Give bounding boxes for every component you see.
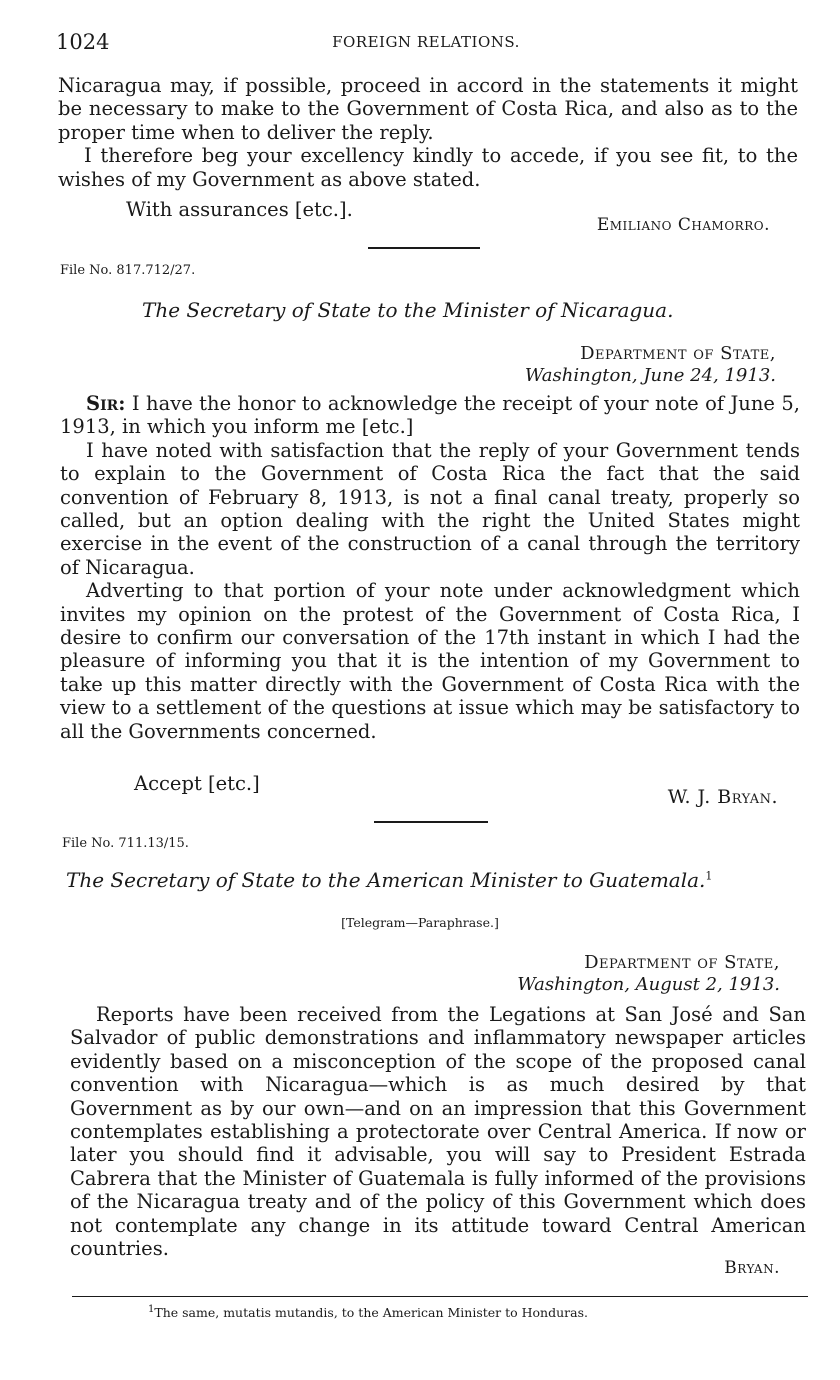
letter1-closing: With assurances [etc.]. xyxy=(126,198,353,221)
doc2-paragraph: Adverting to that portion of your note under acknowledgment which invites my opinion on the protest of the Government of Costa Rica, I desire to confirm our conversation of the 17th instant in which I had the pleasure of informing you that it is the intention of my Government to take up this matter directly with the Government of Costa Rica with the view to a settlement of the questions at issue which may be satisfactory to all the Governments concerned. xyxy=(60,579,800,743)
letter1-paragraph: Nicaragua may, if possible, proceed in accord in the statements it might be necessary to make to the Government of Costa Rica, and also as to the proper time when to deliver the reply. xyxy=(58,74,798,144)
department: Department of State, xyxy=(584,952,780,973)
footnote-mark: 1 xyxy=(148,1304,155,1315)
section-divider xyxy=(374,821,488,823)
page-header xyxy=(56,30,796,54)
dateline xyxy=(517,952,780,996)
section-divider xyxy=(368,247,480,249)
dateline xyxy=(525,343,776,387)
date: Washington, June 24, 1913. xyxy=(524,365,776,386)
document-title: The Secretary of State to the American Minister to Guatemala.$^1$ xyxy=(66,868,713,892)
doc3-body xyxy=(70,1003,806,1260)
doc3-signature: Bryan. xyxy=(724,1258,780,1278)
telegram-note: [Telegram—Paraphrase.] xyxy=(341,915,499,930)
footnote-divider xyxy=(72,1296,808,1297)
salutation: Sir: xyxy=(86,392,126,415)
department: Department of State, xyxy=(580,343,776,364)
footnote: $^1$The same, mutatis mutandis, to the American Minister to Honduras. xyxy=(148,1304,588,1321)
letter1-body xyxy=(58,74,798,191)
letter1-signature: Emiliano Chamorro. xyxy=(596,215,770,235)
doc2-body xyxy=(60,392,800,743)
document-title: The Secretary of State to the Minister of Nicaragua. xyxy=(142,298,674,322)
date: Washington, August 2, 1913. xyxy=(517,974,780,995)
doc2-paragraph: I have noted with satisfaction that the reply of your Government tends to explain to the Government of Costa Rica the fact that the said convention of February 8, 1913, is not a final canal treaty, properly so called, but an option dealing with the right the United States might exercise in the event of the construction of a canal through the territory of Nicaragua. xyxy=(60,438,800,579)
letter1-paragraph: I therefore beg your excellency kindly to accede, if you see fit, to the wishes of my Government as above stated. xyxy=(58,144,798,191)
footnote-reference: 1 xyxy=(705,869,713,883)
doc3-paragraph: Reports have been received from the Legations at San José and San Salvador of public demonstrations and inflammatory newspaper articles evidently based on a misconception of the scope of the proposed canal convention with Nicaragua—which is as much desired by that Government as by our own—and on an impression that this Government contemplates establishing a protectorate over Central America. If now or later you should find it advisable, you will say to President Estrada Cabrera that the Minister of Guatemala is fully informed of the provisions of the Nicaragua treaty and of the policy of this Government which does not contemplate any change in its attitude toward Central American countries. xyxy=(70,1003,806,1261)
page-number: 1024 xyxy=(56,30,110,54)
running-head: FOREIGN RELATIONS. xyxy=(332,33,520,51)
file-number: File No. 711.13/15. xyxy=(62,836,189,851)
doc2-signature: W. J. Bryan. xyxy=(667,786,778,808)
doc2-closing: Accept [etc.] xyxy=(134,772,260,795)
doc2-paragraph: Sir: I have the honor to acknowledge the receipt of your note of June 5, 1913, in which you inform me [etc.] xyxy=(60,392,800,439)
file-number: File No. 817.712/27. xyxy=(60,263,196,278)
